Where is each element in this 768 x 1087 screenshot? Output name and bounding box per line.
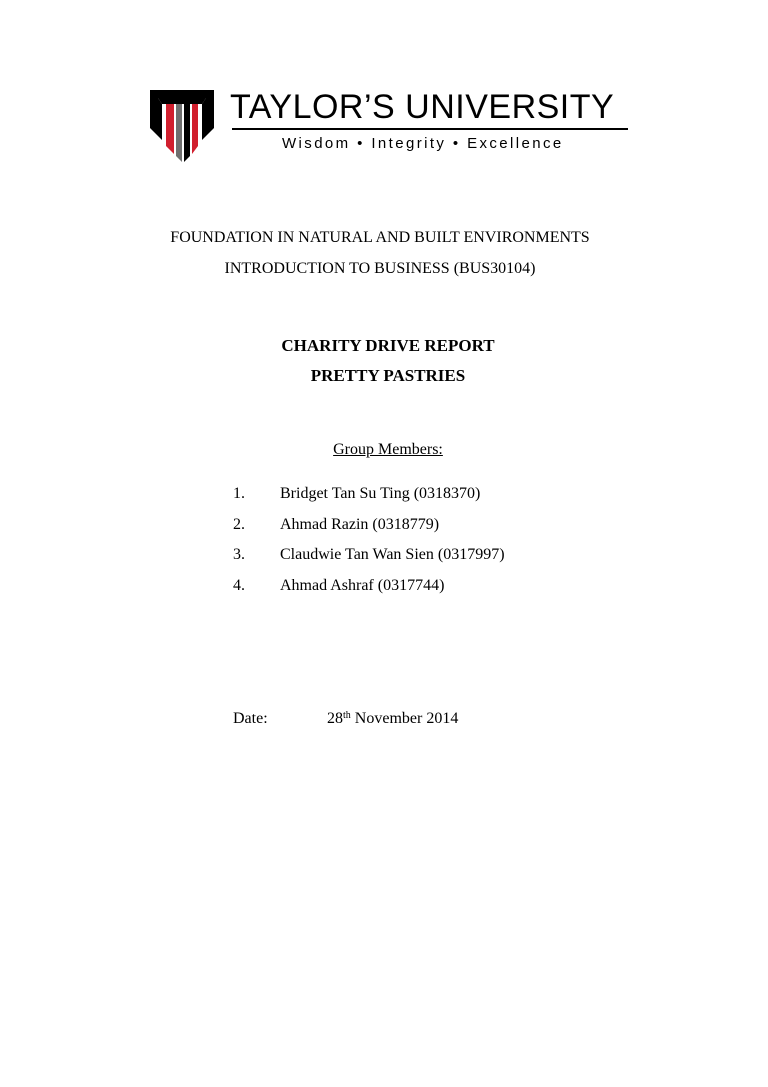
member-name: Ahmad Razin (0318779) [280, 515, 440, 533]
course-title: INTRODUCTION TO BUSINESS (BUS30104) [224, 260, 536, 277]
member-number: 2. [233, 515, 245, 533]
date-day: 28 [327, 710, 343, 727]
list-item [233, 577, 505, 608]
group-members-heading: Group Members: [333, 441, 443, 458]
member-number: 4. [233, 576, 245, 594]
member-name: Claudwie Tan Wan Sien (0317997) [280, 546, 505, 563]
list-item [233, 516, 505, 547]
group-members-list [233, 485, 505, 607]
faculty-title: FOUNDATION IN NATURAL AND BUILT ENVIRONMENTS [170, 229, 590, 246]
date-label: Date: [233, 710, 268, 727]
university-logo [150, 88, 630, 178]
member-name: Ahmad Ashraf (0317744) [280, 576, 445, 594]
university-motto: Wisdom • Integrity • Excellence [282, 135, 564, 152]
member-number: 1. [233, 485, 245, 502]
date-value [327, 710, 458, 728]
date-month-year: November 2014 [350, 710, 459, 727]
list-item [233, 485, 505, 516]
report-title: CHARITY DRIVE REPORT [281, 336, 495, 355]
logo-divider [232, 128, 628, 130]
date-ordinal-suffix: th [343, 710, 351, 721]
member-number: 3. [233, 546, 245, 563]
university-name: TAYLOR’S UNIVERSITY [230, 88, 615, 126]
report-subtitle: PRETTY PASTRIES [310, 366, 466, 385]
list-item [233, 546, 505, 577]
member-name: Bridget Tan Su Ting (0318370) [280, 485, 481, 502]
university-emblem-icon [150, 88, 214, 174]
